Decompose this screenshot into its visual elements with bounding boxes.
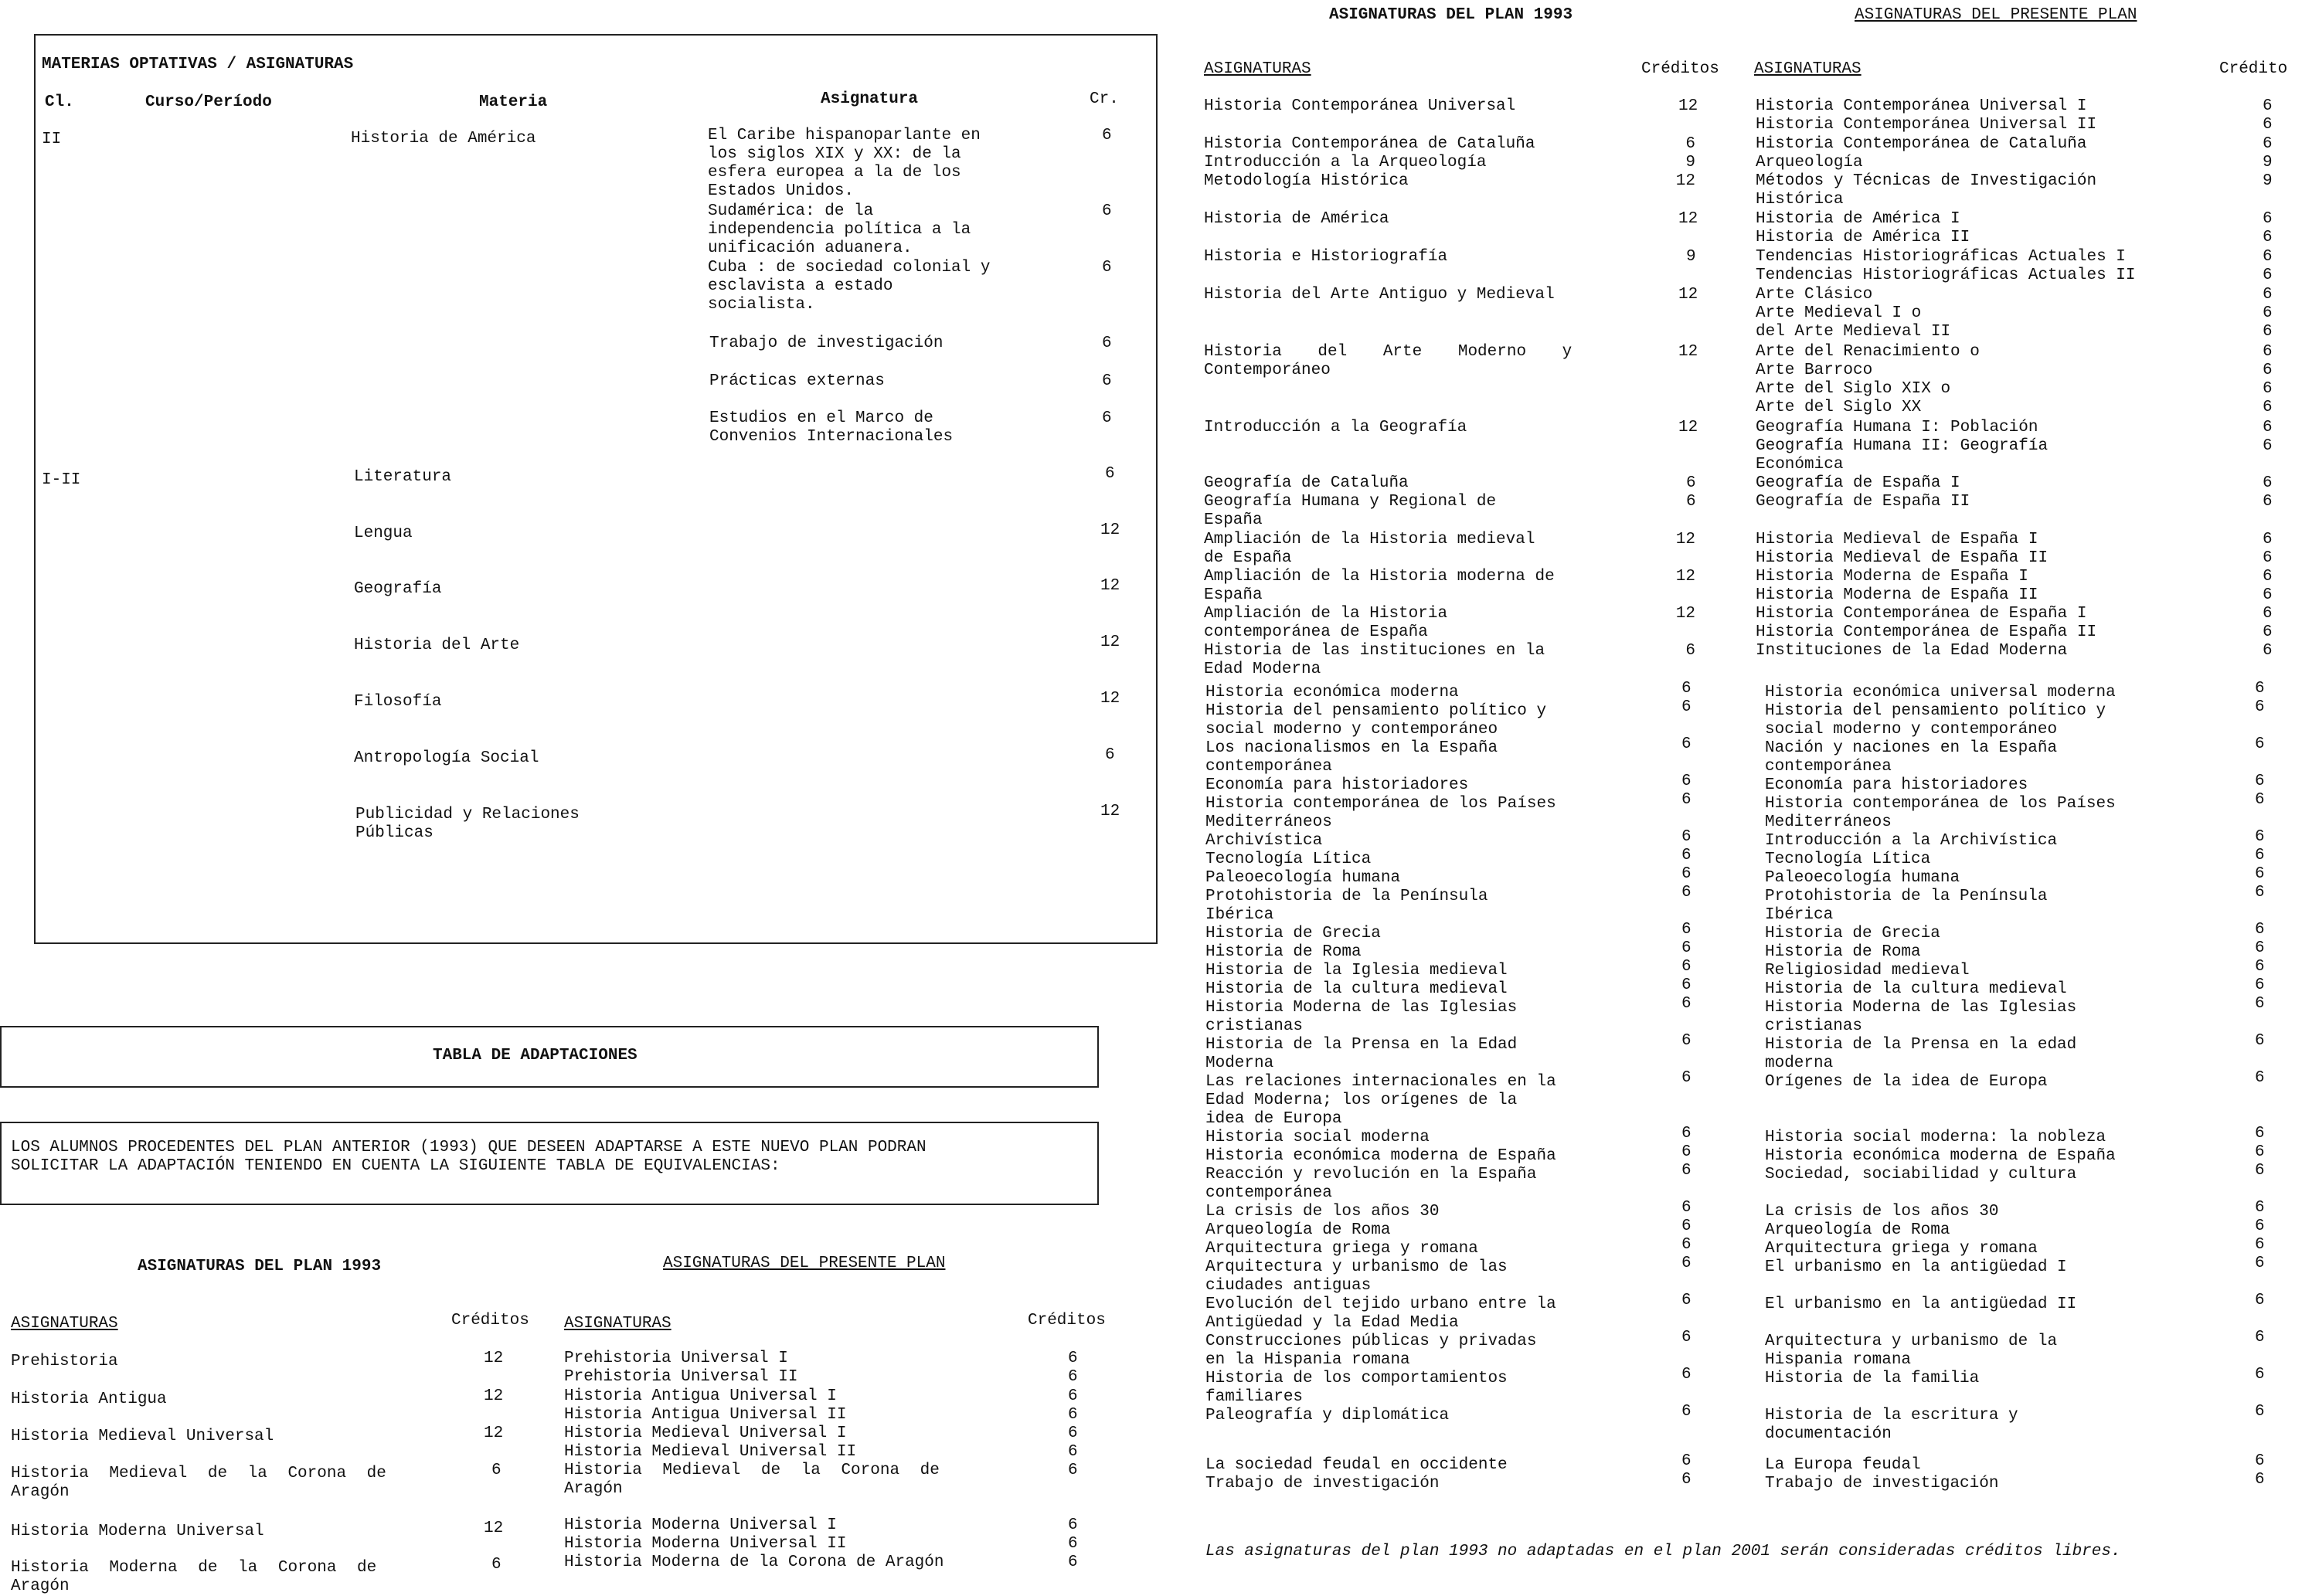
opt-cr: 12 [1100,577,1120,595]
opt-cr: 6 [1102,202,1112,220]
old-subject: Historia e Historiografía [1204,248,1448,266]
old-credits: 6 9 12 [1675,135,1695,190]
opt-cl: II [42,131,62,148]
opt-cr: 12 [1100,690,1120,708]
old-subject: Historia del Arte Antiguo y Medieval [1204,286,1555,304]
opt-cr: 6 [1102,259,1112,277]
opt-materia: Lengua [354,525,413,542]
old-subject: Historia Antigua [11,1391,167,1408]
new-asignaturas-header-right: ASIGNATURAS [1754,60,1862,78]
old-credits: 6 [491,1556,502,1574]
col-asignatura: Asignatura [821,90,919,108]
old-subject: Historia Moderna de la Corona de Aragón [11,1559,377,1595]
old-credits: 12 [1678,210,1698,228]
new-credits: 6 6 [2263,97,2273,134]
old-subject: Introducción a la Geografía [1204,419,1467,436]
opt-materia: Historia del Arte [354,637,520,654]
old-credits: 12 [1678,97,1698,115]
plan1993-heading: ASIGNATURAS DEL PLAN 1993 [138,1258,382,1275]
opt-materia: Literatura [354,468,452,486]
adaptaciones-note: LOS ALUMNOS PROCEDENTES DEL PLAN ANTERIOR (1993) QUE DESEEN ADAPTARSE A ESTE NUEVO PLAN PODRAN SOLICITAR LA ADAPTACIÓN TENIENDO EN CUENTA LA SIGUIENTE TABLA DE EQUIVALENCIAS: [11,1139,926,1175]
old-credits: 12 [484,1425,504,1442]
new-subject: Historia Contemporánea de Cataluña Arqueología Métodos y Técnicas de Investigación Histórica [1756,135,2097,209]
col-curso: Curso/Período [145,93,272,111]
old-credits: 12 [1678,419,1698,436]
old-subject: Historia Contemporánea de Cataluña Introducción a la Arqueología Metodología Histórica [1204,135,1535,190]
new-credits: 6 6 6 6 6 6 6 [2263,531,2273,660]
footer-note: Las asignaturas del plan 1993 no adaptadas en el plan 2001 serán consideradas créditos libres. [1205,1543,2121,1560]
new-subject: Historia de América I Historia de América II [1756,210,1970,246]
new-subject: Prehistoria Universal I Prehistoria Universal II [564,1350,798,1386]
old-asignaturas-header-right: ASIGNATURAS [1204,60,1311,78]
opt-asignatura: Cuba : de sociedad colonial y esclavista a estado socialista. [708,259,991,314]
opt-cr: 6 [1102,372,1112,390]
old-subject: Geografía de Cataluña Geografía Humana y Regional de España [1204,474,1497,529]
opt-asignatura: Estudios en el Marco de Convenios Internacionales [709,409,954,446]
opt-asignatura: Prácticas externas [709,372,885,390]
new-credits: 6 6 [2263,419,2273,455]
old-subject: La sociedad feudal en occidente Trabajo de investigación [1205,1456,1508,1492]
new-credits: 6 6 6 6 [2263,343,2273,416]
old-subject: Historia del Arte Moderno y Contemporáneo [1204,343,1572,379]
plan1993-heading-right: ASIGNATURAS DEL PLAN 1993 [1329,6,1573,24]
col-materia: Materia [479,93,548,111]
new-subject: Historia Medieval de la Corona de Aragón [564,1462,940,1498]
old-credits: 12 [1678,286,1698,304]
opt-asignatura: El Caribe hispanoparlante en los siglos XIX y XX: de la esfera europea a la de los Estados Unidos. [708,127,981,200]
new-subject: Tendencias Historiográficas Actuales I Tendencias Historiográficas Actuales II [1756,248,2136,284]
opt-asignatura: Sudamérica: de la independencia política a la unificación aduanera. [708,202,971,257]
old-credits: 12 [1678,343,1698,361]
new-credits: 6 6 6 6 6 6 6 6 6 6 6 6 6 6 6 6 6 6 6 6 6 6 6 6 6 6 6 [2255,680,2265,1421]
opt-materia: Publicidad y Relaciones Públicas [355,806,580,842]
new-subject: Arte Clásico Arte Medieval I o del Arte Medieval II [1756,286,1951,341]
new-credits: 6 6 6 [2263,286,2273,341]
new-subject: Historia Medieval Universal I Historia Medieval Universal II [564,1425,857,1461]
opt-materia: Geografía [354,580,442,598]
opt-cr: 12 [1100,521,1120,539]
opt-materia: Antropología Social [354,749,539,767]
optativas-box [34,34,1158,944]
new-subject: Arte del Renacimiento o Arte Barroco Arte del Siglo XIX o Arte del Siglo XX [1756,343,1980,416]
new-subject: Geografía Humana I: Población Geografía Humana II: Geografía Económica [1756,419,2048,474]
new-credits: 6 6 [2263,474,2273,511]
new-credits: 6 6 [1068,1425,1078,1461]
old-subject: Historia de América [1204,210,1389,228]
opt-cr: 6 [1105,465,1115,483]
new-credits: 6 6 [1068,1387,1078,1424]
optativas-title: MATERIAS OPTATIVAS / ASIGNATURAS [42,56,354,73]
old-credits: 12 [484,1350,504,1367]
old-subject: Historia Moderna Universal [11,1523,264,1540]
old-creditos-header: Créditos [451,1312,529,1329]
opt-cl: I-II [42,471,81,489]
new-subject: Historia económica universal moderna Historia del pensamiento político y social moderno y contemporáneo Nación y naciones en la España contemporánea Economía para historiadores Historia contemporánea de los Países Mediterráneos Introducción a la Archivística Tecnología Lítica Paleoecología humana Protohistoria de la Península Ibérica Historia de Grecia Historia de Roma Religiosidad medieval Historia de la cultura medieval Historia Moderna de las Iglesias cristianas Historia de la Prensa en la edad moderna Orígenes de la idea de Europa Historia social moderna: la nobleza Historia económica moderna de España Sociedad, sociabilidad y cultura La crisis de los años 30 Arqueología de Roma Arquitectura griega y romana El urbanismo en la antigüedad I El urbanismo en la antigüedad II Arquitectura y urbanismo de la Hispania romana Historia de la familia Historia de la escritura y documentación [1765,684,2116,1443]
old-subject: Ampliación de la Historia medieval de España Ampliación de la Historia moderna de España Ampliación de la Historia contemporánea de España Historia de las instituciones en la Edad Moderna [1204,531,1555,678]
presente-heading: ASIGNATURAS DEL PRESENTE PLAN [663,1255,946,1272]
old-credits: 6 [491,1462,502,1479]
new-credits: 6 6 6 [1068,1516,1078,1571]
opt-materia: Historia de América [351,130,536,148]
old-subject: Historia económica moderna Historia del pensamiento político y social moderno y contemporáneo Los nacionalismos en la España contemporánea Economía para historiadores Historia contemporánea de los Países Mediterráneos Archivística Tecnología Lítica Paleoecología humana Protohistoria de la Península Ibérica Historia de Grecia Historia de Roma Historia de la Iglesia medieval Historia de la cultura medieval Historia Moderna de las Iglesias cristianas Historia de la Prensa en la Edad Moderna Las relaciones internacionales en la Edad Moderna; los orígenes de la idea de Europa Historia social moderna Historia económica moderna de España Reacción y revolución en la España contemporánea La crisis de los años 30 Arqueología de Roma Arquitectura griega y romana Arquitectura y urbanismo de las ciudades antiguas Evolución del tejido urbano entre la Antigüedad y la Edad Media Construcciones públicas y privadas en la Hispania romana Historia de los comportamientos familiares Paleografía y diplomática [1205,684,1556,1425]
old-credits: 9 [1686,248,1696,266]
new-asignaturas-header: ASIGNATURAS [564,1315,672,1333]
old-credits: 6 6 [1686,474,1696,511]
new-creditos-header-right: Crédito [2219,60,2288,78]
opt-asignatura: Trabajo de investigación [709,334,944,352]
col-cl: Cl. [45,93,74,111]
old-subject: Historia Contemporánea Universal [1204,97,1516,115]
old-credits: 12 [484,1387,504,1405]
old-subject: Prehistoria [11,1353,118,1370]
opt-cr: 12 [1100,803,1120,820]
old-subject: Historia Medieval Universal [11,1428,274,1445]
new-creditos-header: Créditos [1028,1312,1106,1329]
opt-cr: 12 [1100,633,1120,651]
adaptaciones-title: TABLA DE ADAPTACIONES [433,1047,638,1065]
new-credits: 6 6 [2263,248,2273,284]
old-credits: 6 6 [1681,1452,1692,1489]
old-credits: 12 12 12 6 [1675,531,1695,660]
opt-cr: 6 [1102,334,1112,352]
new-credits: 6 [1068,1462,1078,1479]
presente-heading-right: ASIGNATURAS DEL PRESENTE PLAN [1855,6,2137,24]
new-credits: 6 9 9 [2263,135,2273,190]
new-subject: Geografía de España I Geografía de España II [1756,474,1970,511]
new-credits: 6 6 [1068,1350,1078,1386]
new-credits: 6 6 [2255,1452,2265,1489]
new-subject: Historia Medieval de España I Historia Medieval de España II Historia Moderna de España I Historia Moderna de España II Historia Contemporánea de España I Historia Contemporánea de España II Instituciones de la Edad Moderna [1756,531,2097,660]
old-asignaturas-header: ASIGNATURAS [11,1315,118,1333]
opt-cr: 6 [1105,746,1115,764]
col-cr: Cr. [1090,90,1119,108]
new-subject: Historia Contemporánea Universal I Historia Contemporánea Universal II [1756,97,2097,134]
new-subject: Historia Antigua Universal I Historia Antigua Universal II [564,1387,847,1424]
old-credits: 6 6 6 6 6 6 6 6 6 6 6 6 6 6 6 6 6 6 6 6 6 6 6 6 6 6 6 [1681,680,1692,1421]
opt-materia: Filosofía [354,693,442,711]
new-credits: 6 6 [2263,210,2273,246]
opt-cr: 6 [1102,127,1112,144]
old-credits: 12 [484,1520,504,1537]
new-subject: Historia Moderna Universal I Historia Moderna Universal II Historia Moderna de la Corona de Aragón [564,1516,944,1571]
new-subject: La Europa feudal Trabajo de investigación [1765,1456,1999,1492]
old-creditos-header-right: Créditos [1641,60,1719,78]
old-subject: Historia Medieval de la Corona de Aragón [11,1465,386,1501]
opt-cr: 6 [1102,409,1112,427]
